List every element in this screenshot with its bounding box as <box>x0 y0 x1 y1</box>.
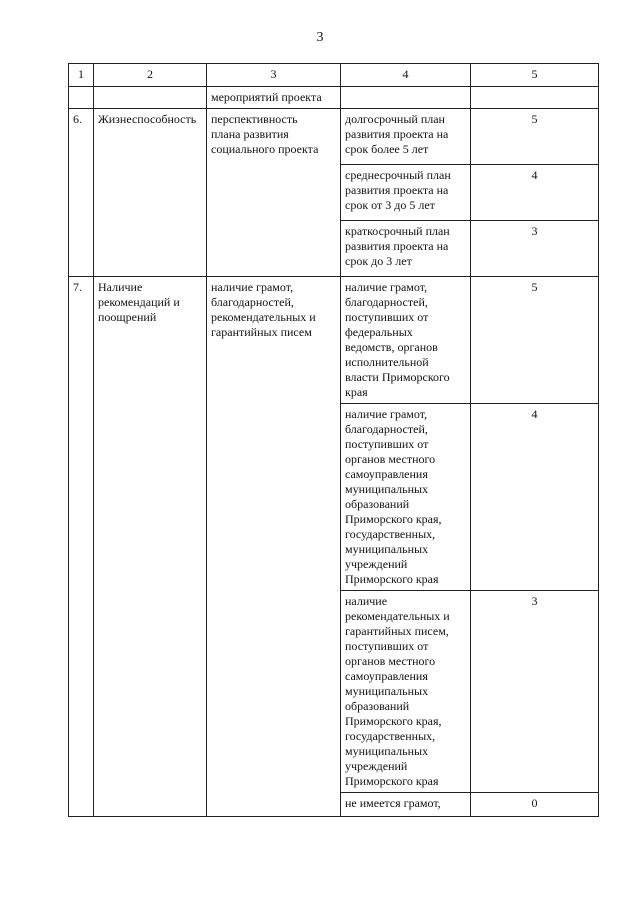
table-row-continuation <box>69 87 599 109</box>
header-cell-2: 2 <box>94 64 207 87</box>
criterion-6-option-score: 3 <box>471 221 599 277</box>
criterion-6-option-text: краткосрочный план развития проекта на срок до 3 лет <box>341 221 471 277</box>
criterion-7-option-score: 5 <box>471 277 599 404</box>
criteria-table <box>68 63 599 817</box>
criterion-7-name: Наличие рекомендаций и поощрений <box>94 277 207 817</box>
criterion-7-option-score: 0 <box>471 793 599 817</box>
header-cell-4: 4 <box>341 64 471 87</box>
table-header-row <box>69 64 599 87</box>
criterion-6-option-score: 5 <box>471 109 599 165</box>
criterion-7-indicator: наличие грамот, благодарностей, рекомендательных и гарантийных писем <box>207 277 341 817</box>
cont-cell-5 <box>471 87 599 109</box>
cont-cell-indicator: мероприятий проекта <box>207 87 341 109</box>
cont-cell-2 <box>94 87 207 109</box>
criterion-6-option-text: среднесрочный план развития проекта на срок от 3 до 5 лет <box>341 165 471 221</box>
criterion-7-option-text: наличие рекомендательных и гарантийных писем, поступивших от органов местного самоуправления муниципальных образований Приморского края, государственных, муниципальных учреждений Приморского края <box>341 591 471 793</box>
criterion-6-option-score: 4 <box>471 165 599 221</box>
criterion-6-option-text: долгосрочный план развития проекта на срок более 5 лет <box>341 109 471 165</box>
criterion-7-option-text: не имеется грамот, <box>341 793 471 817</box>
criterion-7-option-score: 3 <box>471 591 599 793</box>
criterion-7-option-score: 4 <box>471 404 599 591</box>
page-number: 3 <box>316 30 324 45</box>
criterion-6-indicator: перспективность плана развития социального проекта <box>207 109 341 277</box>
header-cell-3: 3 <box>207 64 341 87</box>
cont-cell-4 <box>341 87 471 109</box>
header-cell-1: 1 <box>69 64 94 87</box>
criterion-7-option-text: наличие грамот, благодарностей, поступивших от федеральных ведомств, органов исполнительной власти Приморского края <box>341 277 471 404</box>
cont-cell-1 <box>69 87 94 109</box>
table-row-criterion-6-option-1 <box>69 109 599 165</box>
criterion-7-number: 7. <box>69 277 94 817</box>
header-cell-5: 5 <box>471 64 599 87</box>
table-row-criterion-7-option-1 <box>69 277 599 404</box>
criterion-6-name: Жизнеспособность <box>94 109 207 277</box>
criterion-6-number: 6. <box>69 109 94 277</box>
criterion-7-option-text: наличие грамот, благодарностей, поступивших от органов местного самоуправления муниципальных образований Приморского края, государственных, муниципальных учреждений Приморского края <box>341 404 471 591</box>
